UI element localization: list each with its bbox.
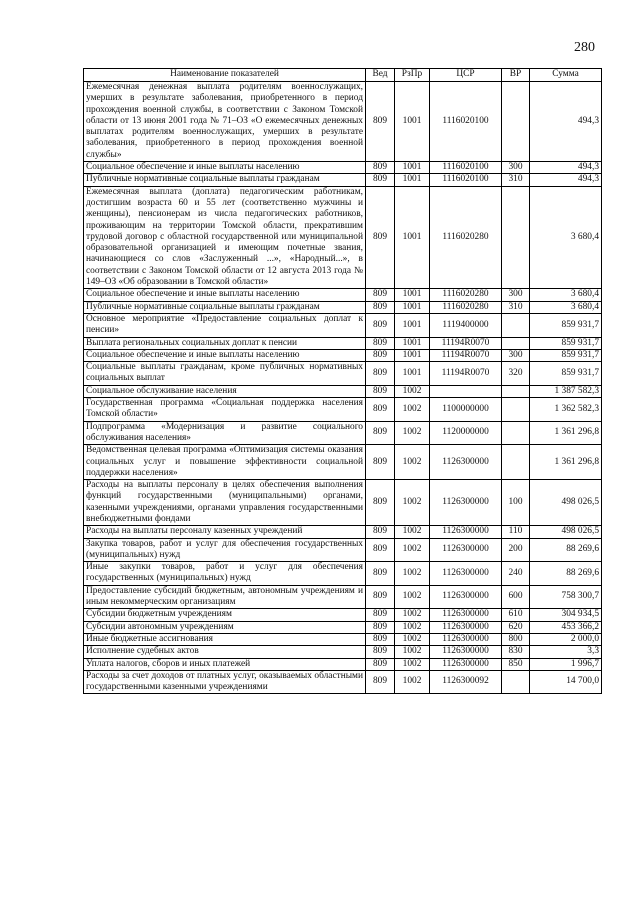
cell-vr: 300	[502, 289, 530, 301]
table-row	[84, 186, 602, 289]
cell-ved: 809	[366, 658, 395, 670]
cell-sum: 1 361 296,8	[530, 421, 602, 445]
cell-vr	[502, 82, 530, 162]
cell-ved: 809	[366, 162, 395, 174]
cell-csr: 11194R0070	[430, 337, 502, 349]
table-row	[84, 633, 602, 645]
cell-name: Основное мероприятие «Предоставление социальных доплат к пенсии»	[84, 313, 366, 337]
cell-rzpr: 1001	[395, 349, 430, 361]
cell-name: Расходы за счет доходов от платных услуг, оказываемых областными государственными казенными учреждениями	[84, 670, 366, 694]
cell-csr: 1126300092	[430, 670, 502, 694]
cell-csr: 1116020280	[430, 186, 502, 289]
table-row	[84, 609, 602, 621]
cell-vr: 100	[502, 480, 530, 526]
cell-ved: 809	[366, 174, 395, 186]
cell-vr: 830	[502, 646, 530, 658]
header-sum: Сумма	[530, 69, 602, 82]
cell-csr: 1126300000	[430, 633, 502, 645]
cell-rzpr: 1001	[395, 301, 430, 313]
cell-vr	[502, 398, 530, 422]
cell-rzpr: 1002	[395, 562, 430, 586]
cell-name: Подпрограмма «Модернизация и развитие социального обслуживания населения»	[84, 421, 366, 445]
table-header-row	[84, 69, 602, 82]
cell-name: Социальное обеспечение и иные выплаты населению	[84, 289, 366, 301]
header-ved: Вед	[366, 69, 395, 82]
cell-csr	[430, 385, 502, 397]
header-rzpr: РзПр	[395, 69, 430, 82]
cell-csr: 1116020100	[430, 82, 502, 162]
cell-sum: 494,3	[530, 162, 602, 174]
table-row	[84, 362, 602, 386]
cell-vr: 310	[502, 301, 530, 313]
table-row	[84, 421, 602, 445]
table-row	[84, 445, 602, 480]
table-row	[84, 562, 602, 586]
table-row	[84, 480, 602, 526]
cell-name: Ежемесячная выплата (доплата) педагогическим работникам, достигшим возраста 60 и 55 лет (соответственно мужчины и женщины), пенсионерам из числа педагогических работников, проживающим на территории Томской области, прекратившим трудовой договор с областной государственной или муниципальной образовательной организацией и имеющим почетные звания, начинающиеся со слов «Заслуженный ...», «Народный...», в соответствии с Законом Томской области от 12 августа 2013 года № 149–ОЗ «Об образовании в Томской области»	[84, 186, 366, 289]
cell-rzpr: 1002	[395, 421, 430, 445]
cell-csr: 1116020100	[430, 162, 502, 174]
cell-csr: 1126300000	[430, 526, 502, 538]
header-name: Наименование показателей	[84, 69, 366, 82]
cell-rzpr: 1001	[395, 174, 430, 186]
cell-name: Расходы на выплаты персоналу казенных учреждений	[84, 526, 366, 538]
cell-csr: 1126300000	[430, 658, 502, 670]
cell-rzpr: 1002	[395, 658, 430, 670]
cell-ved: 809	[366, 186, 395, 289]
cell-vr: 610	[502, 609, 530, 621]
cell-sum: 859 931,7	[530, 362, 602, 386]
table-row	[84, 670, 602, 694]
table-row	[84, 349, 602, 361]
cell-rzpr: 1001	[395, 186, 430, 289]
table-row	[84, 526, 602, 538]
cell-ved: 809	[366, 538, 395, 562]
cell-csr: 1126300000	[430, 480, 502, 526]
cell-vr	[502, 385, 530, 397]
cell-csr: 1126300000	[430, 646, 502, 658]
cell-vr: 620	[502, 621, 530, 633]
cell-sum: 859 931,7	[530, 349, 602, 361]
header-csr: ЦСР	[430, 69, 502, 82]
table-row	[84, 289, 602, 301]
cell-csr: 1126300000	[430, 562, 502, 586]
cell-name: Выплата региональных социальных доплат к пенсии	[84, 337, 366, 349]
cell-rzpr: 1002	[395, 480, 430, 526]
cell-csr: 11194R0070	[430, 362, 502, 386]
cell-ved: 809	[366, 313, 395, 337]
cell-rzpr: 1001	[395, 337, 430, 349]
cell-ved: 809	[366, 82, 395, 162]
cell-sum: 88 269,6	[530, 538, 602, 562]
table-row	[84, 82, 602, 162]
cell-name: Субсидии бюджетным учреждениям	[84, 609, 366, 621]
cell-rzpr: 1001	[395, 162, 430, 174]
cell-name: Закупка товаров, работ и услуг для обеспечения государственных (муниципальных) нужд	[84, 538, 366, 562]
cell-csr: 1126300000	[430, 609, 502, 621]
table-row	[84, 621, 602, 633]
cell-ved: 809	[366, 585, 395, 609]
cell-vr	[502, 186, 530, 289]
cell-ved: 809	[366, 337, 395, 349]
cell-vr: 310	[502, 174, 530, 186]
budget-table	[83, 68, 602, 694]
header-vr: ВР	[502, 69, 530, 82]
cell-name: Исполнение судебных актов	[84, 646, 366, 658]
table-row	[84, 385, 602, 397]
cell-ved: 809	[366, 646, 395, 658]
cell-ved: 809	[366, 670, 395, 694]
cell-rzpr: 1002	[395, 621, 430, 633]
cell-sum: 1 362 582,3	[530, 398, 602, 422]
cell-rzpr: 1001	[395, 313, 430, 337]
table-row	[84, 585, 602, 609]
cell-vr: 240	[502, 562, 530, 586]
cell-name: Социальные выплаты гражданам, кроме публичных нормативных социальных выплат	[84, 362, 366, 386]
cell-sum: 758 300,7	[530, 585, 602, 609]
cell-ved: 809	[366, 301, 395, 313]
cell-csr: 1116020100	[430, 174, 502, 186]
table-row	[84, 658, 602, 670]
table-row	[84, 162, 602, 174]
cell-sum: 1 996,7	[530, 658, 602, 670]
cell-name: Расходы на выплаты персоналу в целях обеспечения выполнения функций государственными (муниципальными) органами, казенными учреждениями, органами управления государственными внебюджетными фондами	[84, 480, 366, 526]
cell-name: Социальное обеспечение и иные выплаты населению	[84, 162, 366, 174]
cell-sum: 859 931,7	[530, 313, 602, 337]
cell-sum: 494,3	[530, 82, 602, 162]
cell-rzpr: 1001	[395, 82, 430, 162]
page-number: 280	[574, 40, 595, 55]
cell-sum: 859 931,7	[530, 337, 602, 349]
cell-sum: 304 934,5	[530, 609, 602, 621]
cell-sum: 14 700,0	[530, 670, 602, 694]
cell-name: Иные закупки товаров, работ и услуг для обеспечения государственных (муниципальных) нужд	[84, 562, 366, 586]
cell-name: Ежемесячная денежная выплата родителям военнослужащих, умерших в результате заболевания, приобретенного в период прохождения военной службы, в соответствии с Законом Томской области от 13 июня 2001 года № 71–ОЗ «О ежемесячных денежных выплатах родителям военнослужащих, умерших в результате заболевания, приобретенного в период прохождения военной службы»	[84, 82, 366, 162]
cell-vr: 200	[502, 538, 530, 562]
cell-csr: 1100000000	[430, 398, 502, 422]
cell-sum: 3 680,4	[530, 301, 602, 313]
table-row	[84, 337, 602, 349]
cell-rzpr: 1002	[395, 538, 430, 562]
cell-ved: 809	[366, 562, 395, 586]
cell-vr	[502, 445, 530, 480]
cell-csr: 1116020280	[430, 289, 502, 301]
cell-sum: 3 680,4	[530, 289, 602, 301]
cell-rzpr: 1002	[395, 646, 430, 658]
cell-sum: 494,3	[530, 174, 602, 186]
cell-vr	[502, 313, 530, 337]
cell-rzpr: 1002	[395, 609, 430, 621]
cell-csr: 1126300000	[430, 621, 502, 633]
cell-ved: 809	[366, 445, 395, 480]
cell-sum: 498 026,5	[530, 480, 602, 526]
cell-name: Социальное обеспечение и иные выплаты населению	[84, 349, 366, 361]
cell-vr: 300	[502, 349, 530, 361]
cell-csr: 1119400000	[430, 313, 502, 337]
cell-ved: 809	[366, 398, 395, 422]
cell-ved: 809	[366, 621, 395, 633]
cell-rzpr: 1002	[395, 445, 430, 480]
cell-vr	[502, 670, 530, 694]
cell-ved: 809	[366, 385, 395, 397]
cell-rzpr: 1002	[395, 526, 430, 538]
cell-rzpr: 1002	[395, 398, 430, 422]
cell-ved: 809	[366, 289, 395, 301]
cell-name: Публичные нормативные социальные выплаты гражданам	[84, 301, 366, 313]
cell-sum: 88 269,6	[530, 562, 602, 586]
cell-csr: 1126300000	[430, 538, 502, 562]
cell-ved: 809	[366, 633, 395, 645]
cell-ved: 809	[366, 421, 395, 445]
cell-name: Предоставление субсидий бюджетным, автономным учреждениям и иным некоммерческим организациям	[84, 585, 366, 609]
cell-sum: 2 000,0	[530, 633, 602, 645]
cell-name: Государственная программа «Социальная поддержка населения Томской области»	[84, 398, 366, 422]
cell-csr: 1120000000	[430, 421, 502, 445]
cell-sum: 3,3	[530, 646, 602, 658]
cell-ved: 809	[366, 609, 395, 621]
cell-csr: 1126300000	[430, 445, 502, 480]
cell-vr: 600	[502, 585, 530, 609]
cell-rzpr: 1001	[395, 289, 430, 301]
table-row	[84, 646, 602, 658]
cell-vr: 800	[502, 633, 530, 645]
cell-vr	[502, 337, 530, 349]
cell-name: Уплата налогов, сборов и иных платежей	[84, 658, 366, 670]
cell-vr	[502, 421, 530, 445]
cell-rzpr: 1002	[395, 385, 430, 397]
cell-sum: 453 366,2	[530, 621, 602, 633]
cell-sum: 498 026,5	[530, 526, 602, 538]
cell-csr: 11194R0070	[430, 349, 502, 361]
cell-name: Публичные нормативные социальные выплаты гражданам	[84, 174, 366, 186]
cell-rzpr: 1001	[395, 362, 430, 386]
cell-ved: 809	[366, 349, 395, 361]
cell-name: Ведомственная целевая программа «Оптимизация системы оказания социальных услуг и повышение эффективности социальной поддержки населения»	[84, 445, 366, 480]
cell-rzpr: 1002	[395, 633, 430, 645]
table-row	[84, 313, 602, 337]
cell-ved: 809	[366, 526, 395, 538]
cell-rzpr: 1002	[395, 585, 430, 609]
cell-sum: 3 680,4	[530, 186, 602, 289]
table-row	[84, 538, 602, 562]
cell-vr: 300	[502, 162, 530, 174]
table-row	[84, 174, 602, 186]
table-row	[84, 398, 602, 422]
table-row	[84, 301, 602, 313]
cell-name: Социальное обслуживание населения	[84, 385, 366, 397]
cell-sum: 1 387 582,3	[530, 385, 602, 397]
cell-sum: 1 361 296,8	[530, 445, 602, 480]
cell-vr: 320	[502, 362, 530, 386]
cell-vr: 110	[502, 526, 530, 538]
cell-name: Иные бюджетные ассигнования	[84, 633, 366, 645]
cell-rzpr: 1002	[395, 670, 430, 694]
cell-ved: 809	[366, 362, 395, 386]
cell-name: Субсидии автономным учреждениям	[84, 621, 366, 633]
cell-ved: 809	[366, 480, 395, 526]
cell-vr: 850	[502, 658, 530, 670]
cell-csr: 1126300000	[430, 585, 502, 609]
cell-csr: 1116020280	[430, 301, 502, 313]
